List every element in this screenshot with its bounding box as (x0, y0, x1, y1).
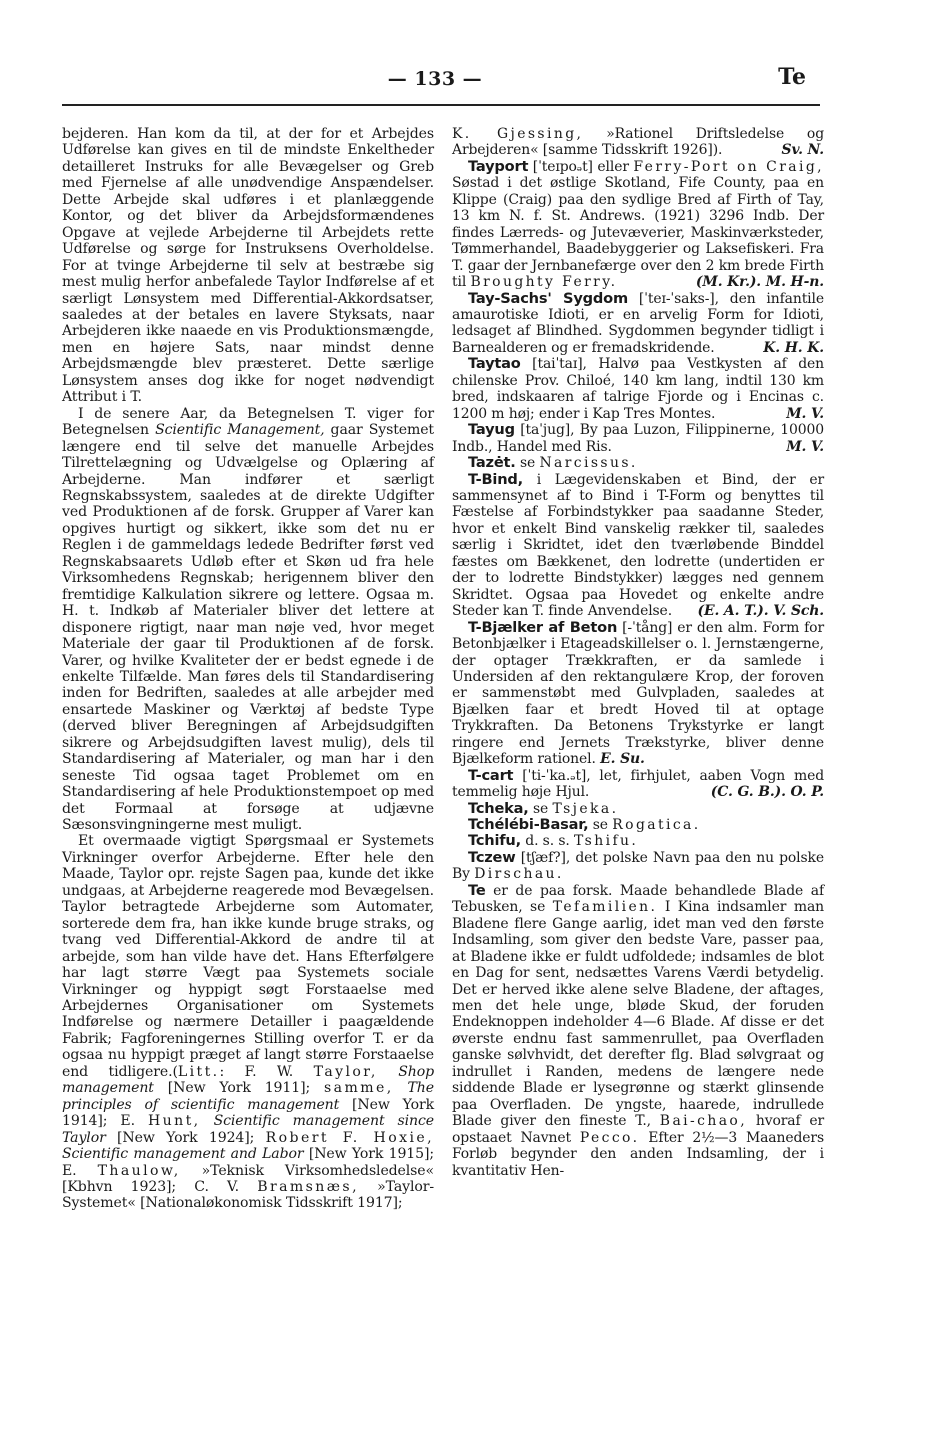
cross-reference: Tefamilien. (552, 899, 658, 916)
left-column (62, 126, 434, 1212)
entry-taytao (452, 356, 824, 422)
headword: T-Bjælker af Beton (468, 618, 618, 636)
paragraph-text: gaar Systemet længere end til selve det manuelle Arbejdes Tilrettelægning og Udvælgelse og Oplæring af Arbejderne. Man indfører et særligt Regnskabssystem, saaledes at de direkte Udgifter ved Produktionen af de forsk. Grupper af Varer kan opgives hurtigt og sikkert, ikke som det nu er Reglen i de gammeldags ledede Bedrifter først ved Regnskabsaarets Udløb efter et Skøn ud fra hele Virksomhedens Regnskab; herigennem bliver den fremtidige Kalkulation sikrere og lettere. Ogsaa m. H. t. Indkøb af Materialer bliver det lettere at disponere rigtigt, naar man nøje ved, hvor meget Materiale der gaar til Produktionen af de forsk. Varer, og hvilke Kvaliteter der er bedst egnede i de enkelte Tilfælde. Man føres dels til Standardisering inden for Bedriften, saaledes at alle arbejder med ensartede Maskiner og Værktøj af bedste Type (derved bliver Beregningen af Arbejdsudgiften sikrere og Arbejdsudgiften lavest mulig), dels til Standardisering af Materialer, og man har i den seneste Tid ogsaa taget Problemet om en Standardisering af hele Produktionstempoet op med det Formaal at forsøge at udjævne Sæsonsvingningerne mest muligt. (62, 422, 434, 834)
cross-reference: Pecco. (579, 1129, 640, 1146)
literature-label: Litt. (177, 1063, 220, 1080)
signature: Sv. N. (781, 142, 824, 159)
entry-text: »Rationel Driftsledelse og Arbejderen« [samme Tidsskrift 1926]). (452, 126, 825, 159)
entry-text: [taiˈtaɪ], Halvø paa Vestkysten af den chilenske Prov. Chiloé, 140 km lang, indtil 130 km bred, indskaaren af talrige Fjorde og i Encinas c. 1200 m høj; ender i Kap Tres Montes. (452, 356, 824, 422)
entry-tchelebi-basar (452, 817, 824, 833)
entry-tcheka (452, 801, 824, 817)
signature (680, 274, 824, 290)
literature-text: »Taylor-Systemet« [Nationaløkonomisk Tidsskrift 1917]; (62, 1179, 435, 1212)
entry-text: i Lægevidenskaben et Bind, der er sammensynet af to Bind i T-Form og benyttes til Fæstelse af Forbindstykker paa saadanne Steder, hvor et enkelt Bind vanskelig rækker til, saaledes særlig i Skridtet, idet den tværløbende Binddel fæstes om Bækkenet, den lodrette (undertiden er der to lodrette Bindstykker) lægges ned gennem Skridtet. Ogsaa paa Hovedet og enkelte andre Steder kan T. finde Anvendelse. (452, 471, 824, 620)
literature-author: Hunt, (147, 1113, 201, 1130)
signature (681, 603, 824, 619)
entry-text: er de paa forsk. Maade behandlede Blade af Tebusken, se (452, 882, 824, 916)
entry-text: [ˈteɪpoₔt] eller (528, 158, 634, 175)
literature-text: [New York 1911]; (153, 1080, 325, 1097)
literature-title: Scientific management and Labor (62, 1146, 304, 1163)
literature-text: »Teknisk Virksomhedsledelse« [Kbhvn 1923]; C. V. (62, 1162, 435, 1195)
literature-author: Bramsnæs, (257, 1179, 359, 1195)
literature-text: [New York 1914]; E. (62, 1096, 434, 1130)
literature-title: Shop management (62, 1063, 434, 1097)
paragraph-workers-effects (62, 833, 434, 1211)
paragraph-scientific-management (62, 406, 434, 834)
literature-text: [New York 1915]; E. (62, 1146, 435, 1179)
entry-text: Efter 2½—3 Maaneders Forløb begynder den anden Indsamling, der i kvantitativ Hen- (452, 1129, 824, 1179)
paragraph-text: Et overmaade vigtigt Spørgsmaal er Systemets Virkninger overfor Arbejderne. Efter hele den Maade, Taylor opr. rejste Sagen paa, kunde det ikke undgaas, at Arbejderne reagerede mod Bevægelsen. Taylor betragtede Arbejderne som Automater, sorterede dem fra, han ikke kunde bruge straks, og tvang ved Differential-Akkord de andre til at arbejde, som han vilde have det. Hans Efterfølgere har lagt større Vægt paa Systemets sociale Virkninger og hyppigt søgt Forstaaelse med Arbejdernes Organisationer om Systemets Indførelse og nærmere Detailler i paagældende Fabrik; Fagforeningernes Stilling overfor T. er da ogsaa nu hyppigt præget af langt større Forstaaelse end tidligere. (62, 833, 434, 1080)
source-note: (M. Kr.). (695, 274, 762, 291)
entry-text: [ˈti-ˈka.ₔt], let, firhjulet, aaben Vogn med temmelig høje Hjul. (452, 767, 824, 801)
signature: K. H. K. (763, 339, 824, 356)
signature: M. V. (786, 438, 824, 455)
literature-author: samme, (324, 1080, 394, 1097)
italic-term: Scientific Management, (155, 422, 325, 439)
paragraph-text: I de senere Aar, da Betegnelsen T. viger for Betegnelsen (62, 405, 434, 439)
headword: Tay-Sachs' Sygdom (468, 289, 628, 307)
entry-tayug (452, 422, 824, 455)
cross-reference: Dirschau. (474, 866, 564, 883)
entry-text: [ˈteɪ-ˈsaks-], den infantile amaurotiske Idioti, er en arvelig Form for Idioti, ledsaget af Blindhed. Sygdommen begynder tidligt i Barnealderen og er fremadskridende. (452, 290, 824, 356)
entry-tazet (452, 455, 824, 471)
entry-t-bind (452, 472, 824, 620)
headword: Tayug (468, 421, 515, 439)
headword: Tazėt. (468, 454, 516, 472)
headword: Tchélébi-Basar, (468, 816, 589, 834)
entry-tay-sachs (452, 291, 824, 357)
entry-text: [-ˈtång] er den alm. Form for Betonbjælker i Etageadskillelser o. l. Jernstængerne, der optager Trækkraften, er da samlede i Undersiden af den rektangulære Krop, der foroven er sammenstøbt med Gulvpladen, saaledes at Bjælken faar et bredt Hoved til at optage Trykkraften. Da Betonens Trykstyrke er langt ringere end Jernets Trækstyrke, bliver denne Bjælkeform rationel. (452, 619, 824, 768)
entry-t-cart (452, 768, 824, 801)
headword: Tczew (468, 848, 516, 866)
entry-text: d. s. s. (520, 833, 574, 850)
source-note: (E. A. T.). (697, 603, 769, 620)
headword: Tayport (468, 157, 529, 175)
page-number: — 133 — (387, 68, 483, 90)
entry-text: I Kina indsamler man Bladene flere Gange aarlig, idet man ved den første Indsamling, som giver den bedste Vare, passer paa, at Bladene ikke er fuldt udfoldede; indsamles de blot en Dag for sent, nedsættes Varens Værdi betydelig. Det er herved ikke alene selve Bladene, der aftages, men det hele unge, bløde Skud, der foruden Endeknoppen indeholder 4—6 Blade. Af disse er det øverste endnu fast sammenrullet, paa Overfladen ganske sølvhvidt, det derefter flg. Blad sølvgraat og indrullet i Randen, medens de længere nede siddende Blade er lysegrønne og stærkt glinsende paa Overfladen. De yngste, haarede, indrullede Blade giver den fineste T., (452, 899, 824, 1130)
signature (695, 784, 824, 800)
entry-text: Søstad i det østlige Skotland, Fife County, paa en Klippe (Craig) paa den sydlige Bred af Firth of Tay, 13 km N. f. St. Andrews. (1921) 3296 Indb. Der findes Lærreds- og Jutevæverier, Maskinværksteder, Tømmerhandel, Baadebyggerier og Laksefiskeri. Fra T. gaar der Jernbanefærge over den 2 km brede Firth til (452, 175, 824, 291)
entry-tczew (452, 850, 824, 883)
entry-text: se (588, 817, 613, 834)
entry-t-bjaelker (452, 620, 824, 768)
literature-title: Scientific management since Taylor (62, 1113, 434, 1146)
paragraph-text: bejderen. Han kom da til, at der for et Arbejdes Udførelse kan gives en til de mindste Enkeltheder detailleret Instruks for alle Bevægelser og Greb med Fjernelse af alle unødvendige Anspændelser. Dette Arbejde skal udføres i et planlæggende Kontor, og det bliver da Arbejdsformændenes Opgave at vejlede Arbejderne til Arbejdets rette Udførelse og sørge for Instruksens Overholdelse. For at tvinge Arbejderne til selv at bestræbe sig mest mulig herfor anbefalede Taylor Indførelse af et særligt Lønsystem med Differential-Akkordsatser, saaledes at der betales en lavere Styksats, naar Arbejderen ikke naaede en vis Produktionsmængde, men en højere Sats, naar mindst denne Arbejdsmængde blev præsteret. Dette særlige Lønsystem anses dog ikke for noget nødvendigt Attribut i T. (62, 126, 434, 406)
source-note: (C. G. B.). (710, 784, 786, 801)
paragraph-taylor-method (62, 126, 434, 406)
signature-initials: O. P. (790, 784, 824, 801)
signature-initials: V. Sch. (773, 603, 824, 620)
cross-reference: Bai-chao, (659, 1113, 748, 1130)
entry-text: hvoraf er opstaaet Navnet (452, 1113, 824, 1146)
cross-reference: Tsjeka. (552, 800, 619, 817)
entry-text: [taˈjug], By paa Luzon, Filippinerne, 10000 Indb., Handel med Ris. (452, 422, 824, 455)
running-head: Te (778, 64, 806, 90)
signature: M. V. (786, 405, 824, 422)
literature-author: Robert F. Hoxie, (265, 1129, 434, 1146)
literature-open: ( (172, 1063, 178, 1080)
right-column (452, 126, 824, 1179)
entry-te (452, 883, 824, 1179)
cross-reference: Narcissus. (539, 455, 638, 472)
cross-reference: Rogatica. (612, 817, 701, 834)
literature-text: [New York 1924]; (105, 1129, 266, 1146)
headword: Tcheka, (468, 799, 529, 817)
cross-reference: Ferry-Port on Craig, (633, 158, 824, 175)
headword: T-Bind, (468, 470, 523, 488)
entry-text: se (515, 455, 540, 472)
headword: Tchifu, (468, 832, 521, 850)
headword: Te (468, 881, 486, 899)
header-rule (62, 104, 820, 106)
signature-initials: M. H-n. (765, 274, 824, 291)
cross-reference: Tshifu. (574, 833, 639, 850)
continuation-entry (452, 126, 824, 159)
literature-author: Thaulow, (97, 1162, 181, 1179)
literature-author: K. Gjessing, (452, 126, 584, 142)
entry-text: se (528, 800, 553, 817)
entry-text: [tʃæf?], det polske Navn paa den nu polske By (452, 849, 824, 883)
signature: E. Su. (600, 751, 645, 768)
entry-tchifu (452, 833, 824, 849)
cross-reference: Broughty Ferry. (470, 274, 618, 291)
literature-title: The principles of scientific management (62, 1080, 434, 1113)
literature-text: : F. W. (219, 1063, 314, 1080)
entry-tayport (452, 159, 824, 291)
headword: T-cart (468, 766, 514, 784)
literature-author: Taylor, (313, 1063, 378, 1080)
headword: Taytao (468, 355, 521, 373)
